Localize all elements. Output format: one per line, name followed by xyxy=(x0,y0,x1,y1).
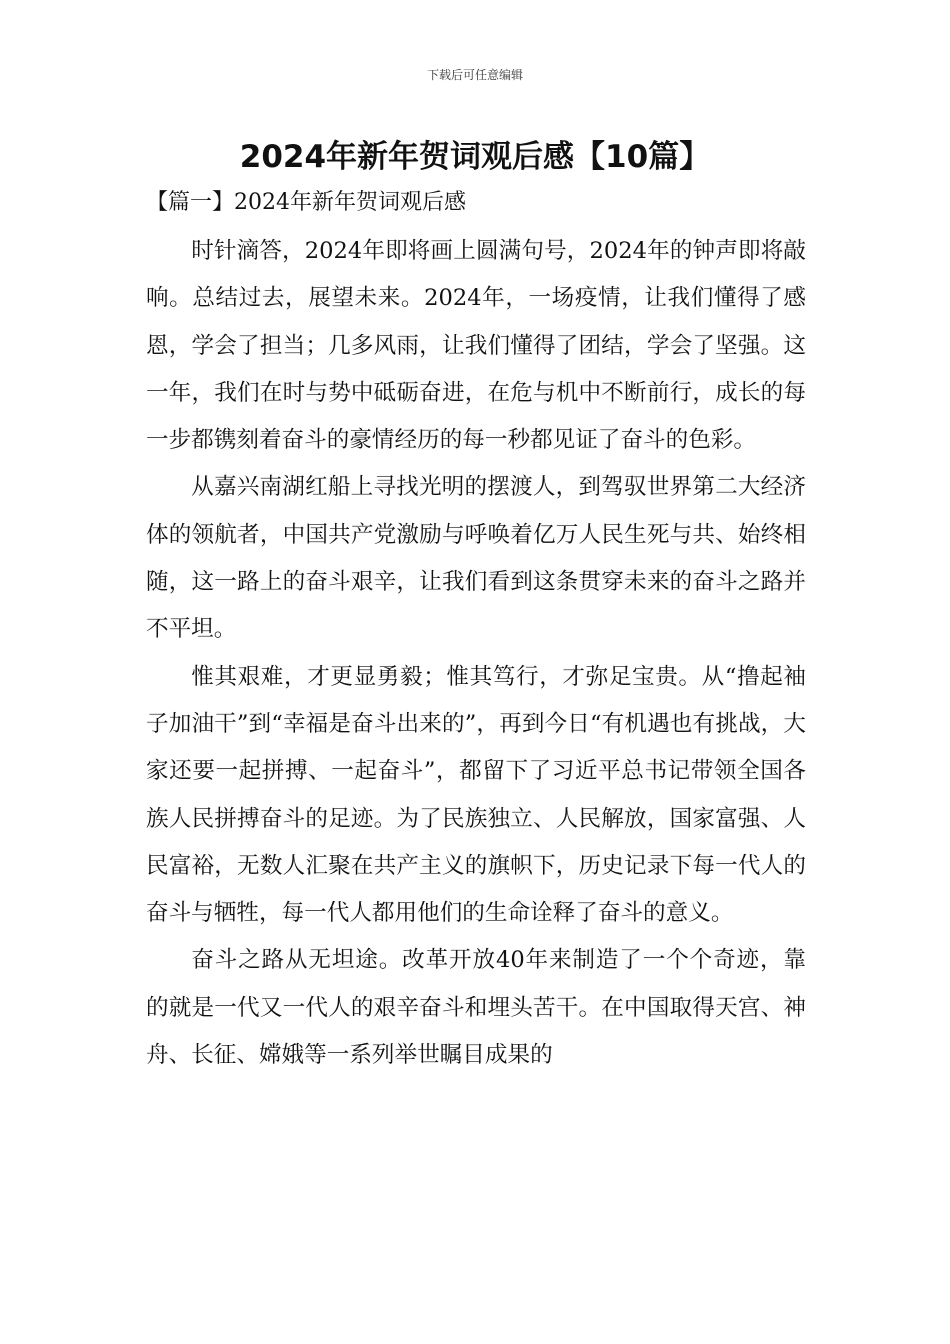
document-body xyxy=(146,228,806,1079)
section-heading: 【篇一】2024年新年贺词观后感 xyxy=(146,190,466,215)
paragraph: 从嘉兴南湖红船上寻找光明的摆渡人，到驾驭世界第二大经济体的领航者，中国共产党激励与呼唤着亿万人民生死与共、始终相随，这一路上的奋斗艰辛，让我们看到这条贯穿未来的奋斗之路并不平坦。 xyxy=(146,474,806,643)
header-note: 下载后可任意编辑 xyxy=(426,68,523,82)
document-title: 2024年新年贺词观后感【10篇】 xyxy=(239,139,711,175)
paragraph: 惟其艰难，才更显勇毅；惟其笃行，才弥足宝贵。从“撸起袖子加油干”到“幸福是奋斗出来的”，再到今日“有机遇也有挑战，大家还要一起拼搏、一起奋斗”，都留下了习近平总书记带领全国各族人民拼搏奋斗的足迹。为了民族独立、人民解放，国家富强、人民富裕，无数人汇聚在共产主义的旗帜下，历史记录下每一代人的奋斗与牺牲，每一代人都用他们的生命诠释了奋斗的意义。 xyxy=(146,663,806,927)
paragraph: 时针滴答，2024年即将画上圆满句号，2024年的钟声即将敲响。总结过去，展望未来。2024年，一场疫情，让我们懂得了感恩，学会了担当；几多风雨，让我们懂得了团结，学会了坚强。这一年，我们在时与势中砥砺奋进，在危与机中不断前行，成长的每一步都镌刻着奋斗的豪情经历的每一秒都见证了奋斗的色彩。 xyxy=(146,238,806,454)
paragraph: 奋斗之路从无坦途。改革开放40年来制造了一个个奇迹，靠的就是一代又一代人的艰辛奋斗和埋头苦干。在中国取得天宫、神舟、长征、嫦娥等一系列举世瞩目成果的 xyxy=(146,947,806,1069)
